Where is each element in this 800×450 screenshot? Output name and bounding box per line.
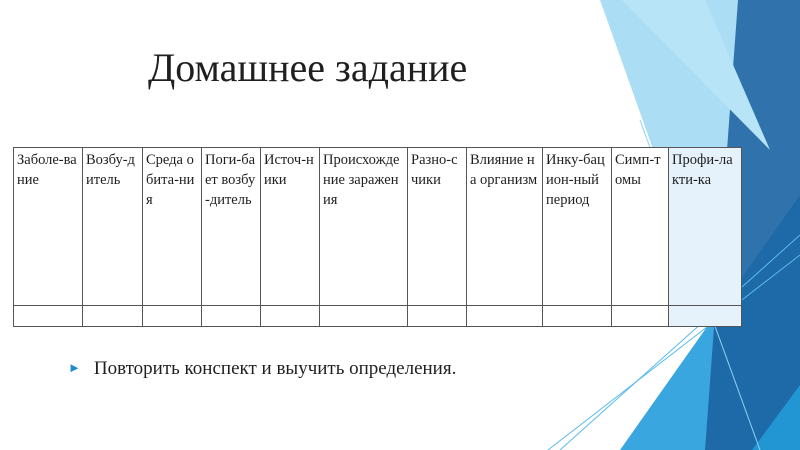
table-cell <box>83 306 143 327</box>
table-header-cell: Источ-ники <box>261 148 320 306</box>
table-header-cell: Происхождение заражения <box>320 148 408 306</box>
table-header-row <box>14 148 742 306</box>
table-header-cell: Поги-бает возбу-дитель <box>202 148 261 306</box>
table-header-cell: Инку-бацион-ный период <box>543 148 612 306</box>
table-header-cell: Влияние на организм <box>467 148 543 306</box>
table-cell <box>467 306 543 327</box>
table-cell <box>612 306 669 327</box>
bullet-item <box>68 358 456 380</box>
table-cell <box>202 306 261 327</box>
table-cell <box>143 306 202 327</box>
table-cell <box>14 306 83 327</box>
table-header-cell: Симп-томы <box>612 148 669 306</box>
table-empty-row <box>14 306 742 327</box>
table-header-cell: Профи-лакти-ка <box>669 148 742 306</box>
bullet-text: Повторить конспект и выучить определения. <box>93 358 457 379</box>
triangle-bullet-icon: ► <box>68 360 81 375</box>
table-cell <box>261 306 320 327</box>
table-cell <box>408 306 467 327</box>
table-cell <box>320 306 408 327</box>
table-cell <box>669 306 742 327</box>
homework-table <box>13 147 742 327</box>
table-header-cell: Возбу-дитель <box>83 148 143 306</box>
slide-title: Домашнее задание <box>148 45 468 90</box>
table-cell <box>543 306 612 327</box>
table-header-cell: Заболе-вание <box>14 148 83 306</box>
table-header-cell: Разно-счики <box>408 148 467 306</box>
table-header-cell: Среда обита-ния <box>143 148 202 306</box>
